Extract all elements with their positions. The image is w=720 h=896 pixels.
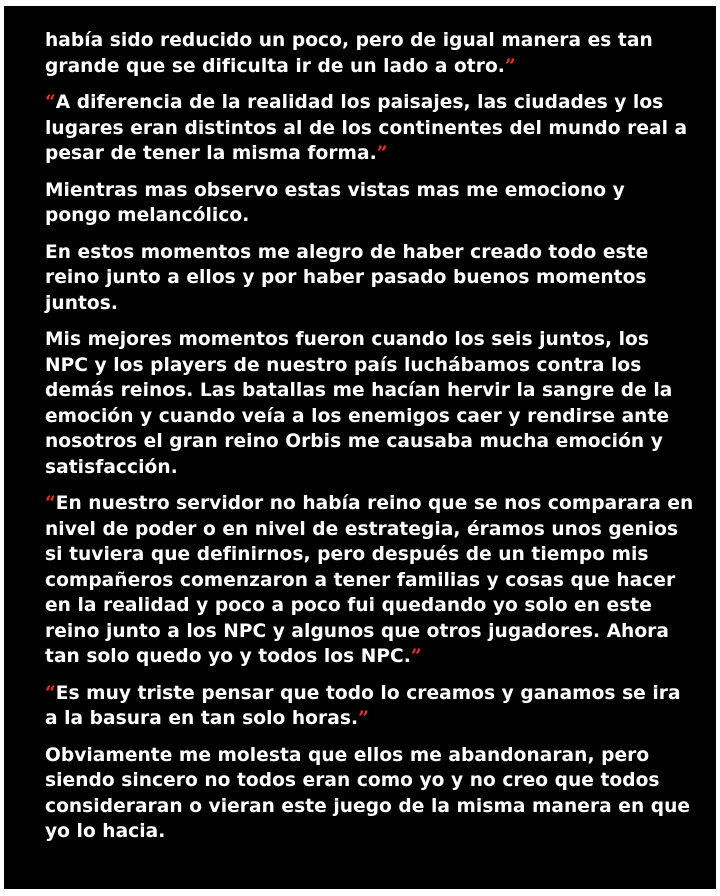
paragraph-text: Mientras mas observo estas vistas mas me emociono y pongo melancólico. bbox=[45, 179, 625, 226]
paragraph bbox=[45, 90, 696, 167]
paragraph bbox=[45, 491, 696, 670]
paragraph bbox=[45, 178, 696, 229]
paragraph bbox=[45, 681, 696, 732]
paragraph-text: A diferencia de la realidad los paisajes, las ciudades y los lugares eran distintos al de los continentes del mundo real a pesar de tener la misma forma. bbox=[45, 92, 688, 164]
open-quote-mark: “ bbox=[45, 493, 56, 514]
open-quote-mark: “ bbox=[45, 682, 56, 704]
paragraph-text: había sido reducido un poco, pero de igual manera es tan grande que se dificulta ir de un lado a otro. bbox=[45, 30, 653, 77]
paragraph bbox=[45, 743, 696, 845]
paragraph-text: En estos momentos me alegro de haber creado todo este reino junto a ellos y por haber pasado buenos momentos juntos. bbox=[45, 241, 649, 314]
close-quote-mark: ” bbox=[376, 143, 388, 164]
close-quote-mark: ” bbox=[410, 646, 422, 667]
close-quote-mark: ” bbox=[504, 55, 516, 77]
paragraph bbox=[45, 327, 696, 480]
paragraph-text: Obviamente me molesta que ellos me abandonaran, pero siendo sincero no todos eran como yo y no creo que todos consideraran o vieran este juego de la misma manera en que yo lo hacia. bbox=[45, 744, 691, 842]
paragraph-text: Es muy triste pensar que todo lo creamos y ganamos se ira a la basura en tan solo horas. bbox=[45, 682, 681, 729]
paragraph-text: Mis mejores momentos fueron cuando los seis juntos, los NPC y los players de nuestro país luchábamos contra los demás reinos. Las batallas me hacían hervir la sangre de la emoción y cuando veía a los enemigos caer y rendirse ante nosotros el gran reino Orbis me causaba mucha emoción y satisfacción. bbox=[45, 329, 673, 478]
open-quote-mark: “ bbox=[45, 92, 56, 113]
paragraph bbox=[45, 240, 696, 317]
paragraph-text: En nuestro servidor no había reino que se nos comparara en nivel de poder o en nivel de estrategia, éramos unos genios si tuviera que definirnos, pero después de un tiempo mis compañeros comenzaron a tener familias y cosas que hacer en la realidad y poco a poco fui quedando yo solo en este reino junto a los NPC y algunos que otros jugadores. Ahora tan solo quedo yo y todos los NPC. bbox=[45, 493, 694, 667]
paragraph bbox=[45, 28, 696, 79]
document-page bbox=[4, 6, 716, 889]
close-quote-mark: ” bbox=[358, 708, 369, 729]
